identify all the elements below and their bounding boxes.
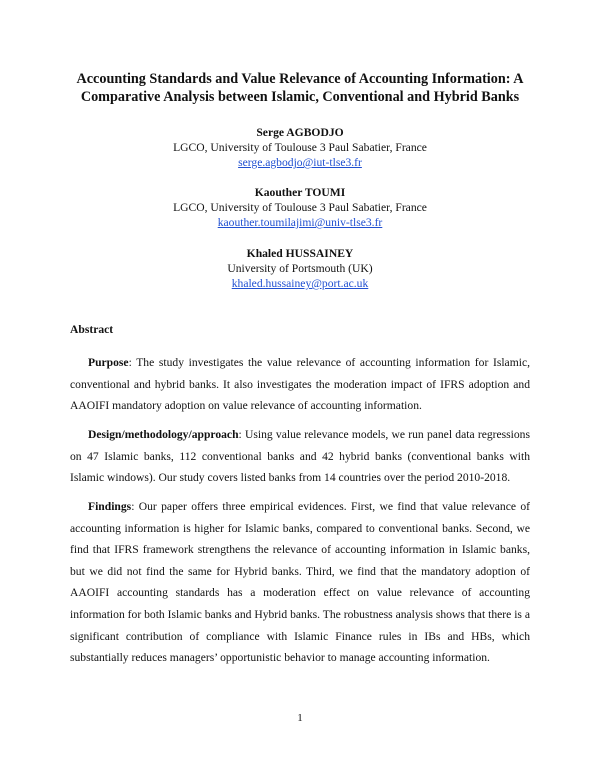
author-affiliation: LGCO, University of Toulouse 3 Paul Sabatier, France [173, 201, 427, 214]
author-email-link[interactable]: kaouther.toumilajimi@univ-tlse3.fr [217, 216, 383, 229]
paper-title [60, 70, 540, 106]
design-paragraph [70, 424, 530, 489]
author-name: Kaouther TOUMI [254, 186, 346, 199]
page-number: 1 [297, 712, 303, 724]
author-email-link[interactable]: khaled.hussainey@port.ac.uk [231, 277, 369, 290]
author-email-link[interactable]: serge.agbodjo@iut-tlse3.fr [238, 156, 362, 169]
author-block-3 [60, 246, 540, 291]
section-text: : Using value relevance models, we run panel data regressions on 47 Islamic banks, 112 conventional banks and 42 hybrid banks (conventional banks with Islamic windows). Our study covers listed banks from 14 countries over the period 2010-2018. [70, 428, 530, 485]
author-block-2 [60, 185, 540, 230]
author-block-1 [60, 125, 540, 170]
title-line-2: Comparative Analysis between Islamic, Conventional and Hybrid Banks [80, 89, 520, 105]
findings-paragraph [70, 496, 530, 669]
purpose-paragraph [70, 352, 530, 417]
section-text: : Our paper offers three empirical evidences. First, we find that value relevance of accounting information is higher for Islamic banks, compared to conventional banks. Second, we find that IFRS framework strengthens the relevance of accounting information in Islamic banks, but we did not find the same for Hybrid banks. Third, we find that the mandatory adoption of AAOIFI accounting standards has a moderation effect on value relevance of accounting information for both Islamic banks and Hybrid banks. The robustness analysis shows that there is a significant contribution of compliance with Islamic Finance rules in IBs and HBs, which substantially reduces managers’ opportunistic behavior to manage accounting information. [70, 500, 530, 665]
abstract-heading: Abstract [70, 323, 114, 336]
section-label: Design/methodology/approach [88, 428, 239, 441]
section-label: Findings [88, 500, 132, 513]
title-line-1: Accounting Standards and Value Relevance of Accounting Information: A [76, 71, 524, 87]
author-name: Serge AGBODJO [256, 126, 344, 139]
section-label: Purpose [88, 356, 129, 369]
author-name: Khaled HUSSAINEY [246, 247, 354, 260]
author-affiliation: LGCO, University of Toulouse 3 Paul Sabatier, France [173, 141, 427, 154]
section-text: : The study investigates the value relevance of accounting information for Islamic, conventional and hybrid banks. It also investigates the moderation impact of IFRS adoption and AAOIFI mandatory adoption on value relevance of accounting information. [70, 356, 530, 413]
author-affiliation: University of Portsmouth (UK) [227, 262, 373, 275]
